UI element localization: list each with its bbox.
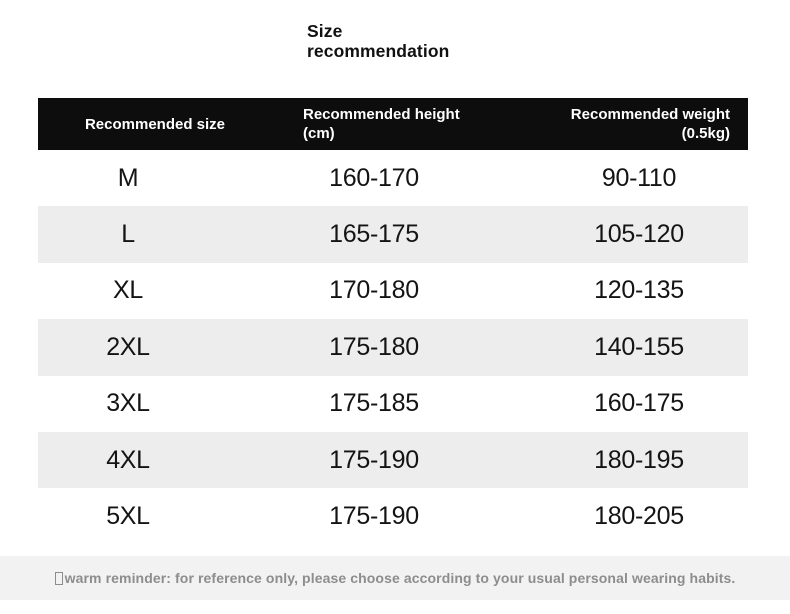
header-cell-size: [38, 115, 272, 134]
table-row: [38, 263, 748, 319]
height-cell: 160-170: [329, 163, 419, 192]
size-cell: 3XL: [106, 389, 150, 418]
table-row: [38, 376, 748, 432]
header-cell-height-line: Recommended height: [303, 106, 460, 123]
table-row: [38, 432, 748, 488]
height-cell: 175-190: [329, 502, 419, 531]
header-cell-size-label: Recommended size: [84, 115, 226, 133]
table-row: [38, 319, 748, 375]
height-cell: 175-190: [329, 445, 419, 474]
table-row: [38, 488, 748, 544]
weight-cell: 180-205: [594, 502, 684, 531]
missing-glyph-icon: [55, 572, 63, 585]
weight-cell: 160-175: [594, 389, 684, 418]
table-row: [38, 206, 748, 262]
page-title-line: Size: [307, 21, 343, 41]
header-cell-height-line: (cm): [303, 125, 335, 142]
height-cell: 175-180: [329, 332, 419, 361]
header-cell-weight-line: (0.5kg): [681, 125, 730, 142]
reminder-text: warm reminder: for reference only, please choose according to your usual personal wearing habits.: [64, 570, 736, 586]
table-row: [38, 150, 748, 206]
size-cell: XL: [113, 276, 143, 305]
height-cell: 175-185: [329, 389, 419, 418]
weight-cell: 90-110: [601, 163, 677, 192]
size-cell: 4XL: [106, 445, 150, 474]
weight-cell: 140-155: [594, 332, 684, 361]
header-cell-weight-line: Recommended weight: [570, 106, 730, 123]
size-cell: L: [121, 220, 135, 249]
weight-cell: 180-195: [594, 445, 684, 474]
size-recommendation-table: [38, 98, 748, 545]
size-cell: 2XL: [106, 332, 150, 361]
size-cell: 5XL: [106, 502, 150, 531]
reminder-footer: [0, 556, 790, 600]
table-header-row: [38, 98, 748, 150]
header-cell-height: [272, 105, 538, 143]
height-cell: 165-175: [329, 220, 419, 249]
weight-cell: 105-120: [594, 220, 684, 249]
header-cell-weight: [538, 105, 748, 143]
table-body: [38, 150, 748, 545]
weight-cell: 120-135: [594, 276, 684, 305]
size-cell: M: [117, 163, 139, 192]
page-title: [307, 21, 449, 61]
page-title-line: recommendation: [307, 41, 450, 61]
height-cell: 170-180: [329, 276, 419, 305]
